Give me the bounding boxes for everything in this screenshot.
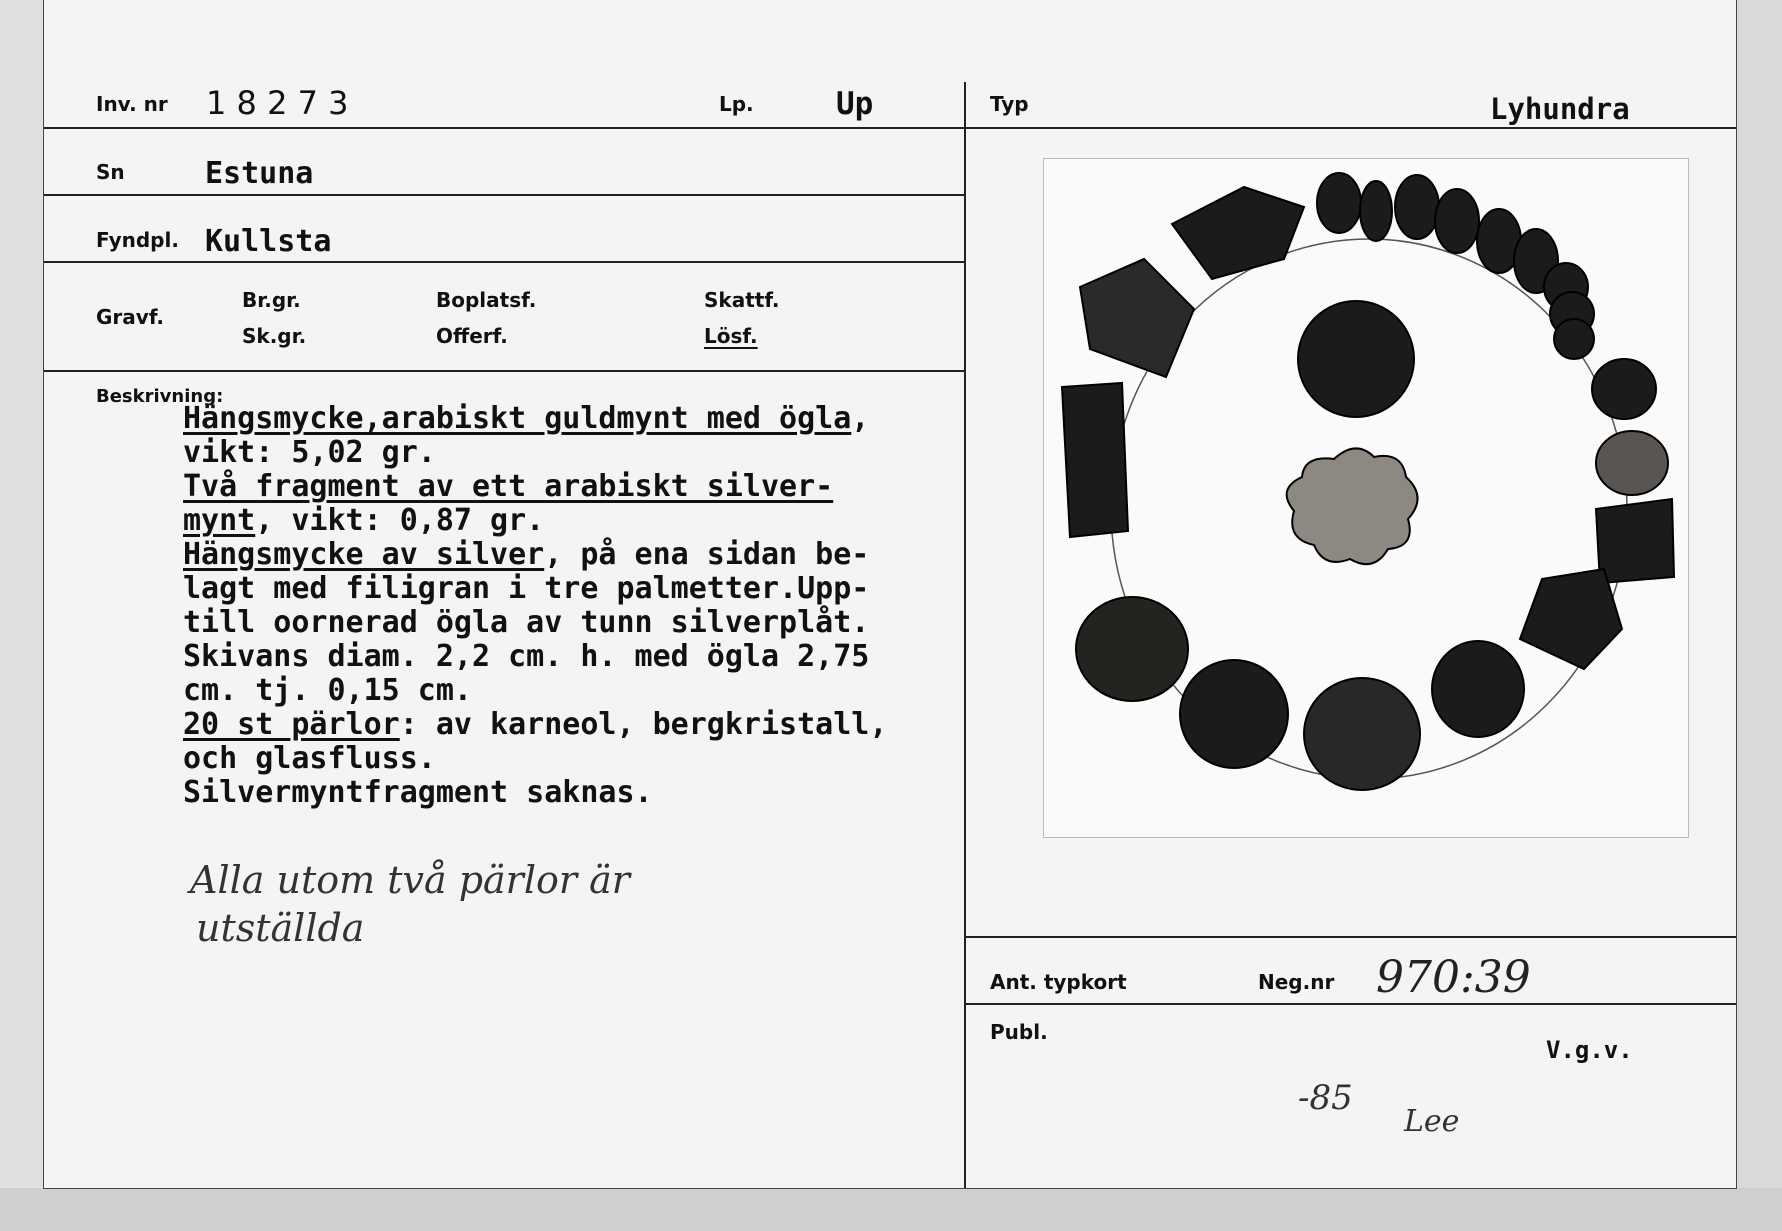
rule-sn xyxy=(44,194,964,196)
bead-top-left xyxy=(1172,187,1304,279)
negnr-label: Neg.nr xyxy=(1258,970,1335,994)
rule-divider xyxy=(964,82,966,1188)
scan-background-left xyxy=(0,0,44,1188)
handwritten-note-line1: Alla utom två pärlor är xyxy=(190,858,630,902)
bead-bottom-3 xyxy=(1180,660,1288,768)
text-segment: , xyxy=(851,401,870,436)
rule-header xyxy=(44,127,1736,129)
text-segment: cm. tj. 0,15 cm. xyxy=(183,673,472,708)
description-line xyxy=(183,674,887,708)
description-line xyxy=(183,606,887,640)
bead-small-2 xyxy=(1360,181,1392,241)
bead-small-9 xyxy=(1554,319,1594,359)
vgv-text: V.g.v. xyxy=(1546,1036,1633,1064)
description-line xyxy=(183,470,887,504)
inv-value: 1 8 2 7 3 xyxy=(206,84,349,122)
bead-left-1 xyxy=(1080,259,1194,377)
text-segment: och glasfluss. xyxy=(183,741,436,776)
offerf-label: Offerf. xyxy=(436,324,508,348)
text-segment: Skivans diam. 2,2 cm. h. med ögla 2,75 xyxy=(183,639,870,674)
text-segment: lagt med filigran i tre palmetter.Upp- xyxy=(183,571,870,606)
lp-value: Up xyxy=(836,86,874,122)
rule-fyndpl xyxy=(44,261,964,263)
brgr-label: Br.gr. xyxy=(242,288,301,312)
scan-background-bottom xyxy=(0,1188,1782,1231)
gravf-label: Gravf. xyxy=(96,305,165,329)
inv-label: Inv. nr xyxy=(96,92,168,116)
description-line xyxy=(183,402,887,436)
bead-left-ribbed xyxy=(1076,597,1188,701)
necklace-image xyxy=(1044,159,1688,837)
skattf-label: Skattf. xyxy=(704,288,780,312)
text-segment: till oornerad ögla av tunn silverplåt. xyxy=(183,605,870,640)
ant-typkort-label: Ant. typkort xyxy=(990,970,1127,994)
text-segment: , vikt: 0,87 gr. xyxy=(255,503,545,538)
typ-label: Typ xyxy=(990,92,1029,116)
text-segment: : av karneol, bergkristall, xyxy=(399,707,888,742)
beskrivning-label: Beskrivning: xyxy=(96,386,224,407)
description-line xyxy=(183,776,887,810)
sn-value: Estuna xyxy=(205,156,314,191)
bead-right-2 xyxy=(1596,431,1668,495)
bead-right-4 xyxy=(1520,569,1622,669)
bead-right-1 xyxy=(1592,359,1656,419)
bead-small-3 xyxy=(1395,175,1439,239)
text-segment: , på ena sidan be- xyxy=(544,537,870,572)
bead-right-3 xyxy=(1596,499,1674,583)
handwritten-note-line2: utställda xyxy=(196,906,365,950)
description-line xyxy=(183,538,887,572)
text-segment: Silvermyntfragment saknas. xyxy=(183,775,653,810)
description-line xyxy=(183,504,887,538)
scan-background-right xyxy=(1736,0,1782,1231)
losf-label: Lösf. xyxy=(704,324,758,348)
underlined-segment: 20 st pärlor xyxy=(183,707,400,742)
underlined-segment: Hängsmycke,arabiskt guldmynt med ögla xyxy=(183,401,852,436)
bead-small-1 xyxy=(1317,173,1361,233)
rule-antkort xyxy=(964,1003,1736,1005)
neg-value: 970:39 xyxy=(1376,952,1531,1003)
bead-small-4 xyxy=(1435,189,1479,253)
underlined-segment: Två fragment av ett arabiskt silver- xyxy=(183,469,834,504)
bead-bottom-2 xyxy=(1304,678,1420,790)
coin-pendant xyxy=(1298,301,1414,417)
description-line xyxy=(183,572,887,606)
bottom-note-1: -85 xyxy=(1298,1078,1353,1118)
description-line xyxy=(183,742,887,776)
artifact-photo xyxy=(1043,158,1689,838)
fyndpl-value: Kullsta xyxy=(205,224,332,259)
boplatsf-label: Boplatsf. xyxy=(436,288,537,312)
underlined-segment: Hängsmycke av silver xyxy=(183,537,545,572)
description-line xyxy=(183,436,887,470)
description-text xyxy=(183,402,887,810)
bead-bottom-1 xyxy=(1432,641,1524,737)
silver-pendant xyxy=(1287,448,1418,564)
text-segment: vikt: 5,02 gr. xyxy=(183,435,436,470)
bead-left-cylinder xyxy=(1062,383,1128,537)
description-line xyxy=(183,640,887,674)
rule-photo-bottom xyxy=(964,936,1736,938)
fyndpl-label: Fyndpl. xyxy=(96,228,179,252)
sn-label: Sn xyxy=(96,160,125,184)
underlined-segment: mynt xyxy=(183,503,256,538)
lp-label: Lp. xyxy=(719,92,754,116)
publ-label: Publ. xyxy=(990,1020,1048,1044)
bottom-note-2: Lee xyxy=(1404,1104,1460,1139)
rule-gravf xyxy=(44,370,964,372)
skgr-label: Sk.gr. xyxy=(242,324,307,348)
description-line xyxy=(183,708,887,742)
typ-value: Lyhundra xyxy=(1490,92,1630,126)
